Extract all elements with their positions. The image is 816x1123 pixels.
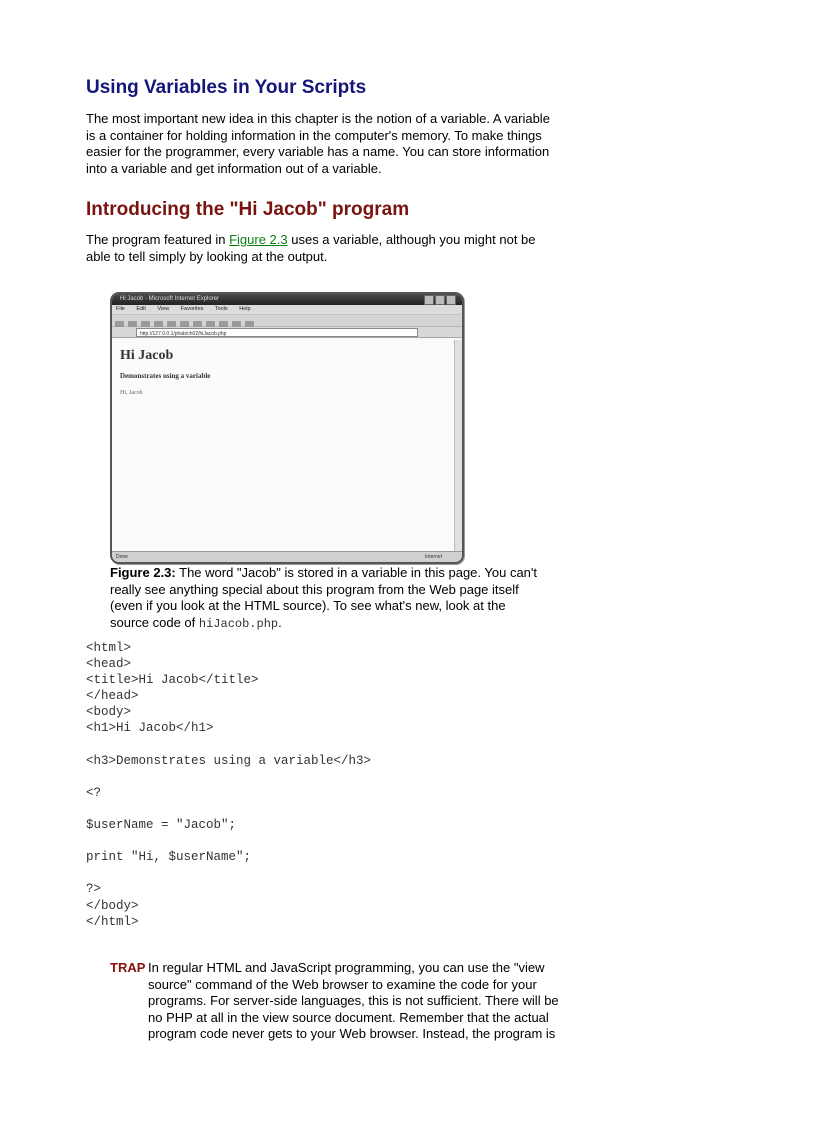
menu-help: Help xyxy=(239,306,251,312)
screenshot-status-right: Internet xyxy=(425,554,442,560)
screenshot-page-heading: Hi Jacob xyxy=(120,348,174,363)
paragraph-program-before: The program featured in xyxy=(86,232,230,247)
trap-note xyxy=(110,960,570,1043)
figure-link[interactable]: Figure 2.3 xyxy=(229,232,288,247)
screenshot-page-content xyxy=(112,340,454,552)
code-listing: <html> <head> <title>Hi Jacob</title> </head> <body> <h1>Hi Jacob</h1> <h3>Demonstrates using a variable</h3> <? $userName = "Jacob"; print "Hi, $userName"; ?> </body> </html> xyxy=(86,641,372,929)
figure-caption-filename: hiJacob.php xyxy=(198,616,279,631)
screenshot-menubar xyxy=(112,305,462,315)
menu-favorites: Favorites xyxy=(180,306,204,312)
menu-view: View xyxy=(157,306,170,312)
figure-caption-end: . xyxy=(278,614,282,630)
browser-screenshot xyxy=(110,292,464,564)
menu-tools: Tools xyxy=(214,306,228,312)
screenshot-titlebar xyxy=(112,294,462,305)
figure-caption-label: Figure 2.3: xyxy=(110,565,176,580)
paragraph-program xyxy=(86,232,556,265)
screenshot-page-subheading: Demonstrates using a variable xyxy=(120,372,211,380)
minimize-icon xyxy=(424,295,434,305)
screenshot-page-output: Hi, Jacob xyxy=(120,390,143,396)
close-icon xyxy=(446,295,456,305)
paragraph-program-after: uses a variable, although you might not be able to tell simply by looking at the output. xyxy=(86,232,536,264)
maximize-icon xyxy=(435,295,445,305)
screenshot-scrollbar xyxy=(454,340,462,552)
menu-edit: Edit xyxy=(136,306,146,312)
screenshot-address-text: http://127.0.0.1/phab/ch02/hiJacob.php xyxy=(140,331,227,337)
figure-caption-text: The word "Jacob" is stored in a variable in this page. You can't really see anything special about this program from the Web page itself (even if you look at the HTML source). To see what's new, look at the source code of xyxy=(110,565,537,630)
section-heading-program: Introducing the "Hi Jacob" program xyxy=(86,199,410,220)
section-heading-variables: Using Variables in Your Scripts xyxy=(86,77,367,98)
window-controls xyxy=(424,295,456,305)
trap-text: In regular HTML and JavaScript programming, you can use the "view source" command of the Web browser to examine the code for your programs. For server-side languages, this is not sufficient. There will be no PHP at all in the view source document. Remember that the actual program code never gets to your Web browser. Instead, the program is xyxy=(148,960,559,1041)
screenshot-window-title: Hi Jacob - Microsoft Internet Explorer xyxy=(120,296,220,302)
screenshot-statusbar xyxy=(112,551,462,562)
menu-file: File xyxy=(116,306,125,312)
screenshot-address-bar xyxy=(112,327,462,338)
screenshot-toolbar xyxy=(112,315,462,327)
trap-label: TRAP xyxy=(110,960,146,975)
screenshot-status-left: Done xyxy=(116,554,128,560)
figure-caption xyxy=(110,565,540,632)
screenshot-address-field xyxy=(136,328,418,337)
paragraph-variables: The most important new idea in this chapter is the notion of a variable. A variable is a container for holding information in the computer's memory. To make things easier for the programmer, every variable has a name. You can store information into a variable and get information out of a variable. xyxy=(86,111,550,176)
